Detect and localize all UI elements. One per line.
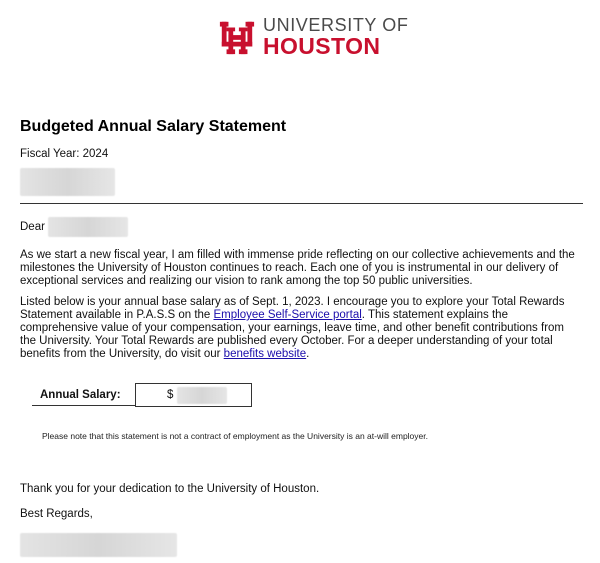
redacted-employee-name: [20, 168, 115, 196]
salary-label-underline: [32, 405, 136, 406]
salary-paragraph: [20, 296, 580, 361]
fiscal-year: Fiscal Year: 2024: [20, 148, 109, 160]
thank-you-line: Thank you for your dedication to the University of Houston.: [20, 483, 320, 495]
intro-paragraph: As we start a new fiscal year, I am filled with immense pride reflecting on our collective achievements and the milestones the University of Houston continues to reach. Each one of you is instrumental in our delivery of exceptional services and realizing our vision to rank among the top 50 public universities.: [20, 249, 575, 287]
salary-paragraph-text-1: Listed below is your annual base salary as of Sept. 1, 2023. I encourage you to explore your Total Rewards Statement available in P.A.S.S on the: [20, 296, 565, 321]
uh-logo-icon: [218, 18, 256, 56]
logo-text-university-of: UNIVERSITY OF: [263, 15, 409, 35]
closing-line: Best Regards,: [20, 508, 93, 520]
benefits-website-link[interactable]: benefits website: [223, 348, 307, 360]
salary-paragraph-text-2: . This statement explains the comprehensive value of your compensation, your earnings, leave time, and other benefit contributions from the University. Your Total Rewards are published every October. For a deeper understanding of your total benefits from the University, do visit our: [20, 309, 564, 360]
salary-paragraph-text-3: .: [306, 348, 310, 360]
redacted-signature: [20, 533, 177, 557]
salary-currency-symbol: $: [167, 389, 174, 401]
redacted-recipient-name: [48, 217, 128, 237]
university-logo: [218, 16, 409, 58]
redacted-salary-amount: [177, 387, 227, 404]
logo-text-houston: HOUSTON: [263, 33, 381, 59]
employee-self-service-link[interactable]: Employee Self-Service portal: [213, 309, 362, 321]
section-divider: [20, 203, 583, 204]
statement-title: Budgeted Annual Salary Statement: [20, 118, 287, 135]
greeting: Dear: [20, 221, 45, 233]
annual-salary-label: Annual Salary:: [40, 389, 121, 401]
employment-disclaimer: Please note that this statement is not a contract of employment as the University is an at-will employer.: [42, 431, 428, 441]
